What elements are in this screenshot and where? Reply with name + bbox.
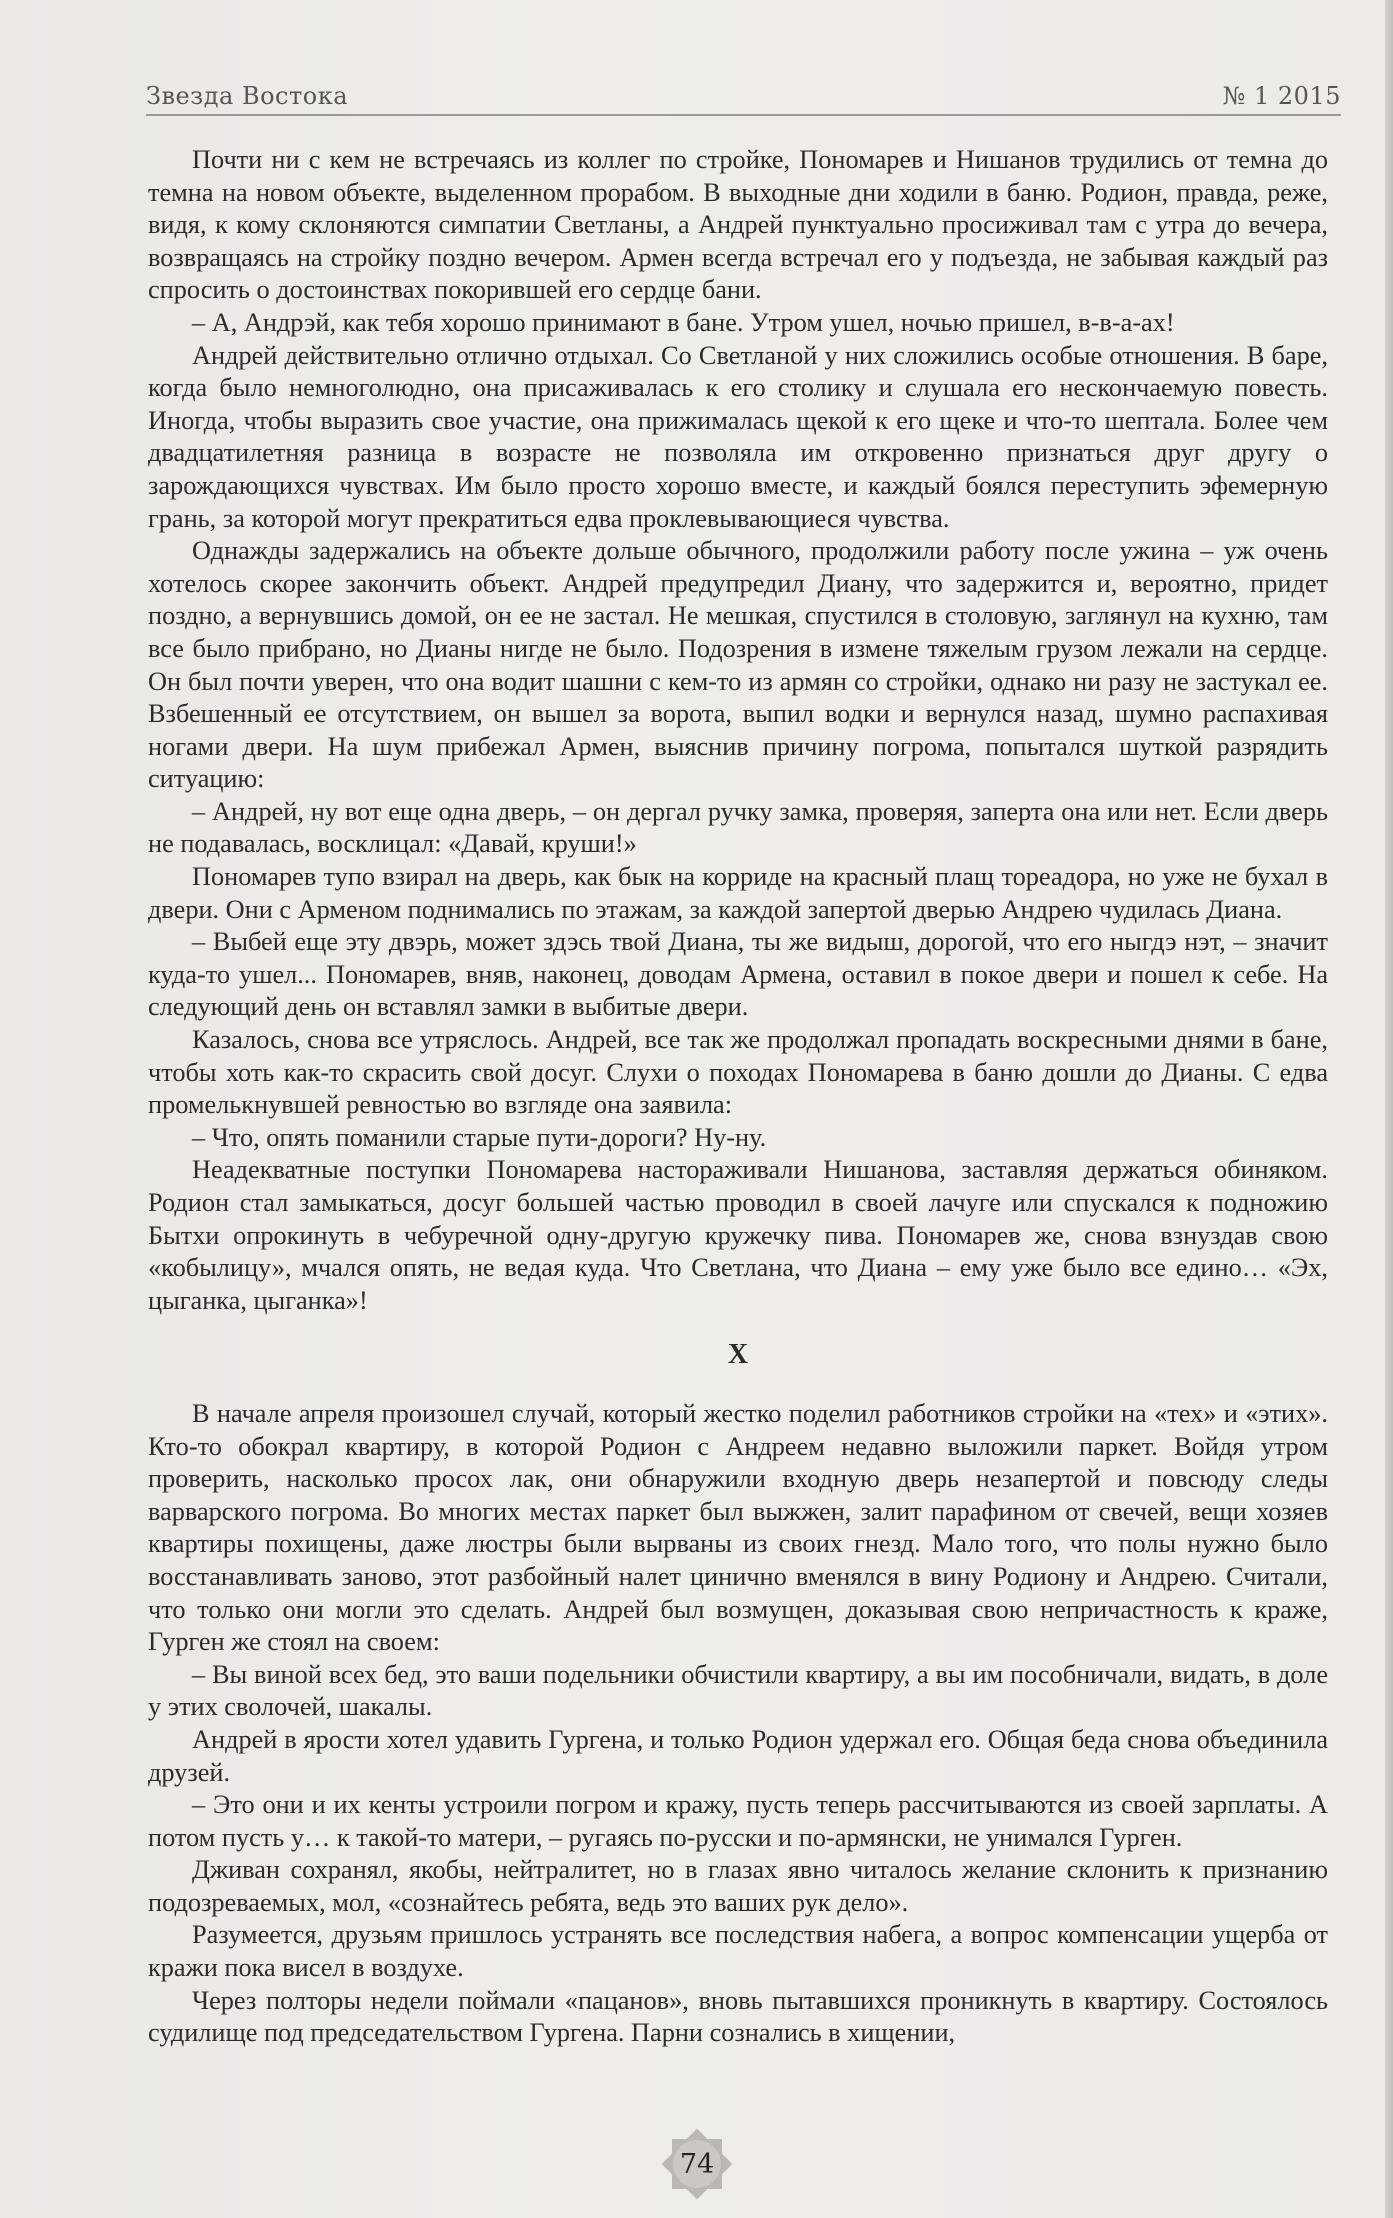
- paragraph: Пономарев тупо взирал на дверь, как бык на корриде на красный плащ тореадора, но уже не бухал в двери. Они с Арменом поднимались по этажам, за каждой запертой дверью Андрею чудилась Диана.: [148, 862, 1328, 924]
- article-text: [148, 144, 1328, 2050]
- paragraph: Через полторы недели поймали «пацанов», вновь пытавшихся проникнуть в квартиру. Состоялось судилище под председательством Гургена. Парни сознались в хищении,: [148, 1985, 1328, 2048]
- paragraph: Андрей в ярости хотел удавить Гургена, и только Родион удержал его. Общая беда снова объединила друзей.: [148, 1724, 1328, 1787]
- paragraph: – Что, опять поманили старые пути-дороги? Ну-ну.: [192, 1122, 767, 1152]
- journal-title: Звезда Востока: [146, 82, 349, 110]
- paragraph: Однажды задержались на объекте дольше обычного, продолжили работу после ужина – уж очень хотелось скорее закончить объект. Андрей предупредил Диану, что задержится и, вероятно, придет поздно, а вернувшись домой, он ее не застал. Не мешкая, спустился в столовую, заглянул на кухню, там все было прибрано, но Дианы нигде не было. Подозрения в измене тяжелым грузом лежали на сердце. Он был почти уверен, что она водит шашни с кем-то из армян со стройки, однако ни разу не застукал ее. Взбешенный ее отсутствием, он вышел за ворота, выпил водки и вернулся назад, шумно распахивая ногами двери. На шум прибежал Армен, выяснив причину погрома, попытался шуткой разрядить ситуацию:: [148, 536, 1328, 794]
- paragraph: – Андрей, ну вот еще одна дверь, – он дергал ручку замка, проверяя, заперта она или нет. Если дверь не подавалась, восклицал: «Давай, круши!»: [148, 796, 1328, 859]
- paragraph: Андрей действительно отлично отдыхал. Со Светланой у них сложились особые отношения. В баре, когда было немноголюдно, она присаживалась к его столику и слушала его нескончаемую повесть. Иногда, чтобы выразить свое участие, она прижималась щекой к его щеке и что-то шептала. Более чем двадцатилетняя разница в возрасте не позволяла им откровенно признаться друг другу о зарождающихся чувствах. Им было просто хорошо вместе, и каждый боялся переступить эфемерную грань, за которой могут прекратиться едва проклевывающиеся чувства.: [148, 340, 1328, 533]
- page-number: 74: [679, 2148, 715, 2180]
- paragraph: В начале апреля произошел случай, который жестко поделил работников стройки на «тех» и «этих». Кто-то обокрал квартиру, в которой Родион с Андреем недавно выложили паркет. Войдя утром проверить, насколько просох лак, они обнаружили входную дверь незапертой и повсюду следы варварского погрома. Во многих местах паркет был выжжен, залит парафином от свечей, вещи хозяев квартиры похищены, даже люстры были вырваны из своих гнезд. Мало того, что полы нужно было восстанавливать заново, этот разбойный налет цинично вменялся в вину Родиону и Андрею. Считали, что только они могли это сделать. Андрей был возмущен, доказывая свою непричастность к краже, Гурген же стоял на своем:: [148, 1398, 1328, 1657]
- page-number-badge: [659, 2126, 735, 2202]
- paragraph: – Это они и их кенты устроили погром и кражу, пусть теперь рассчитываются из своей зарплаты. А потом пусть у… к такой-то матери, – ругаясь по-русски и по-армянски, не унимался Гурген.: [148, 1790, 1328, 1852]
- paragraph: Почти ни с кем не встречаясь из коллег по стройке, Пономарев и Нишанов трудились от темна до темна на новом объекте, выделенном прорабом. В выходные дни ходили в баню. Родион, правда, реже, видя, к кому склоняются симпатии Светланы, а Андрей пунктуально просиживал там с утра до вечера, возвращаясь на стройку поздно вечером. Армен всегда встречал его у подъезда, не забывая каждый раз спросить о достоинствах покорившей его сердце бани.: [148, 145, 1328, 305]
- paragraph: Неадекватные поступки Пономарева настораживали Нишанова, заставляя держаться обиняком. Родион стал замыкаться, досуг большей частью проводил в своей лачуге или спускался к подножию Бытхи опрокинуть в чебуречной одну-другую кружечку пива. Пономарев же, снова взнуздав свою «кобылицу», мчался опять, не ведая куда. Что Светлана, что Диана – ему уже было все едино… «Эх, цыганка, цыганка»!: [148, 1155, 1328, 1315]
- page-spine-edge: [1385, 0, 1393, 2218]
- chapter-heading: X: [727, 1339, 749, 1371]
- paragraph: – Вы виной всех бед, это ваши подельники обчистили квартиру, а вы им пособничали, видать, в доле у этих сволочей, шакалы.: [148, 1659, 1328, 1722]
- paragraph: Дживан сохранял, якобы, нейтралитет, но в глазах явно читалось желание склонить к признанию подозреваемых, мол, «сознайтесь ребята, ведь это ваших рук дело».: [148, 1855, 1328, 1917]
- paragraph: – А, Андрэй, как тебя хорошо принимают в бане. Утром ушел, ночью пришел, в-в-а-ах!: [192, 307, 1175, 337]
- paragraph: – Выбей еще эту двэрь, может здэсь твой Диана, ты же видыш, дорогой, что его ныгдэ нэт, – значит куда-то ушел... Пономарев, вняв, наконец, доводам Армена, оставил в покое двери и пошел к себе. На следующий день он вставлял замки в выбитые двери.: [148, 927, 1328, 1022]
- issue-number: № 1 2015: [1222, 82, 1341, 110]
- running-header: [146, 68, 1341, 116]
- paragraph: Казалось, снова все утряслось. Андрей, все так же продолжал пропадать воскресными днями в бане, чтобы хоть как-то скрасить свой досуг. Слухи о походах Пономарева в баню дошли до Дианы. С едва промелькнувшей ревностью во взгляде она заявила:: [148, 1025, 1328, 1120]
- paragraph: Разумеется, друзьям пришлось устранять все последствия набега, а вопрос компенсации ущерба от кражи пока висел в воздухе.: [148, 1920, 1328, 1983]
